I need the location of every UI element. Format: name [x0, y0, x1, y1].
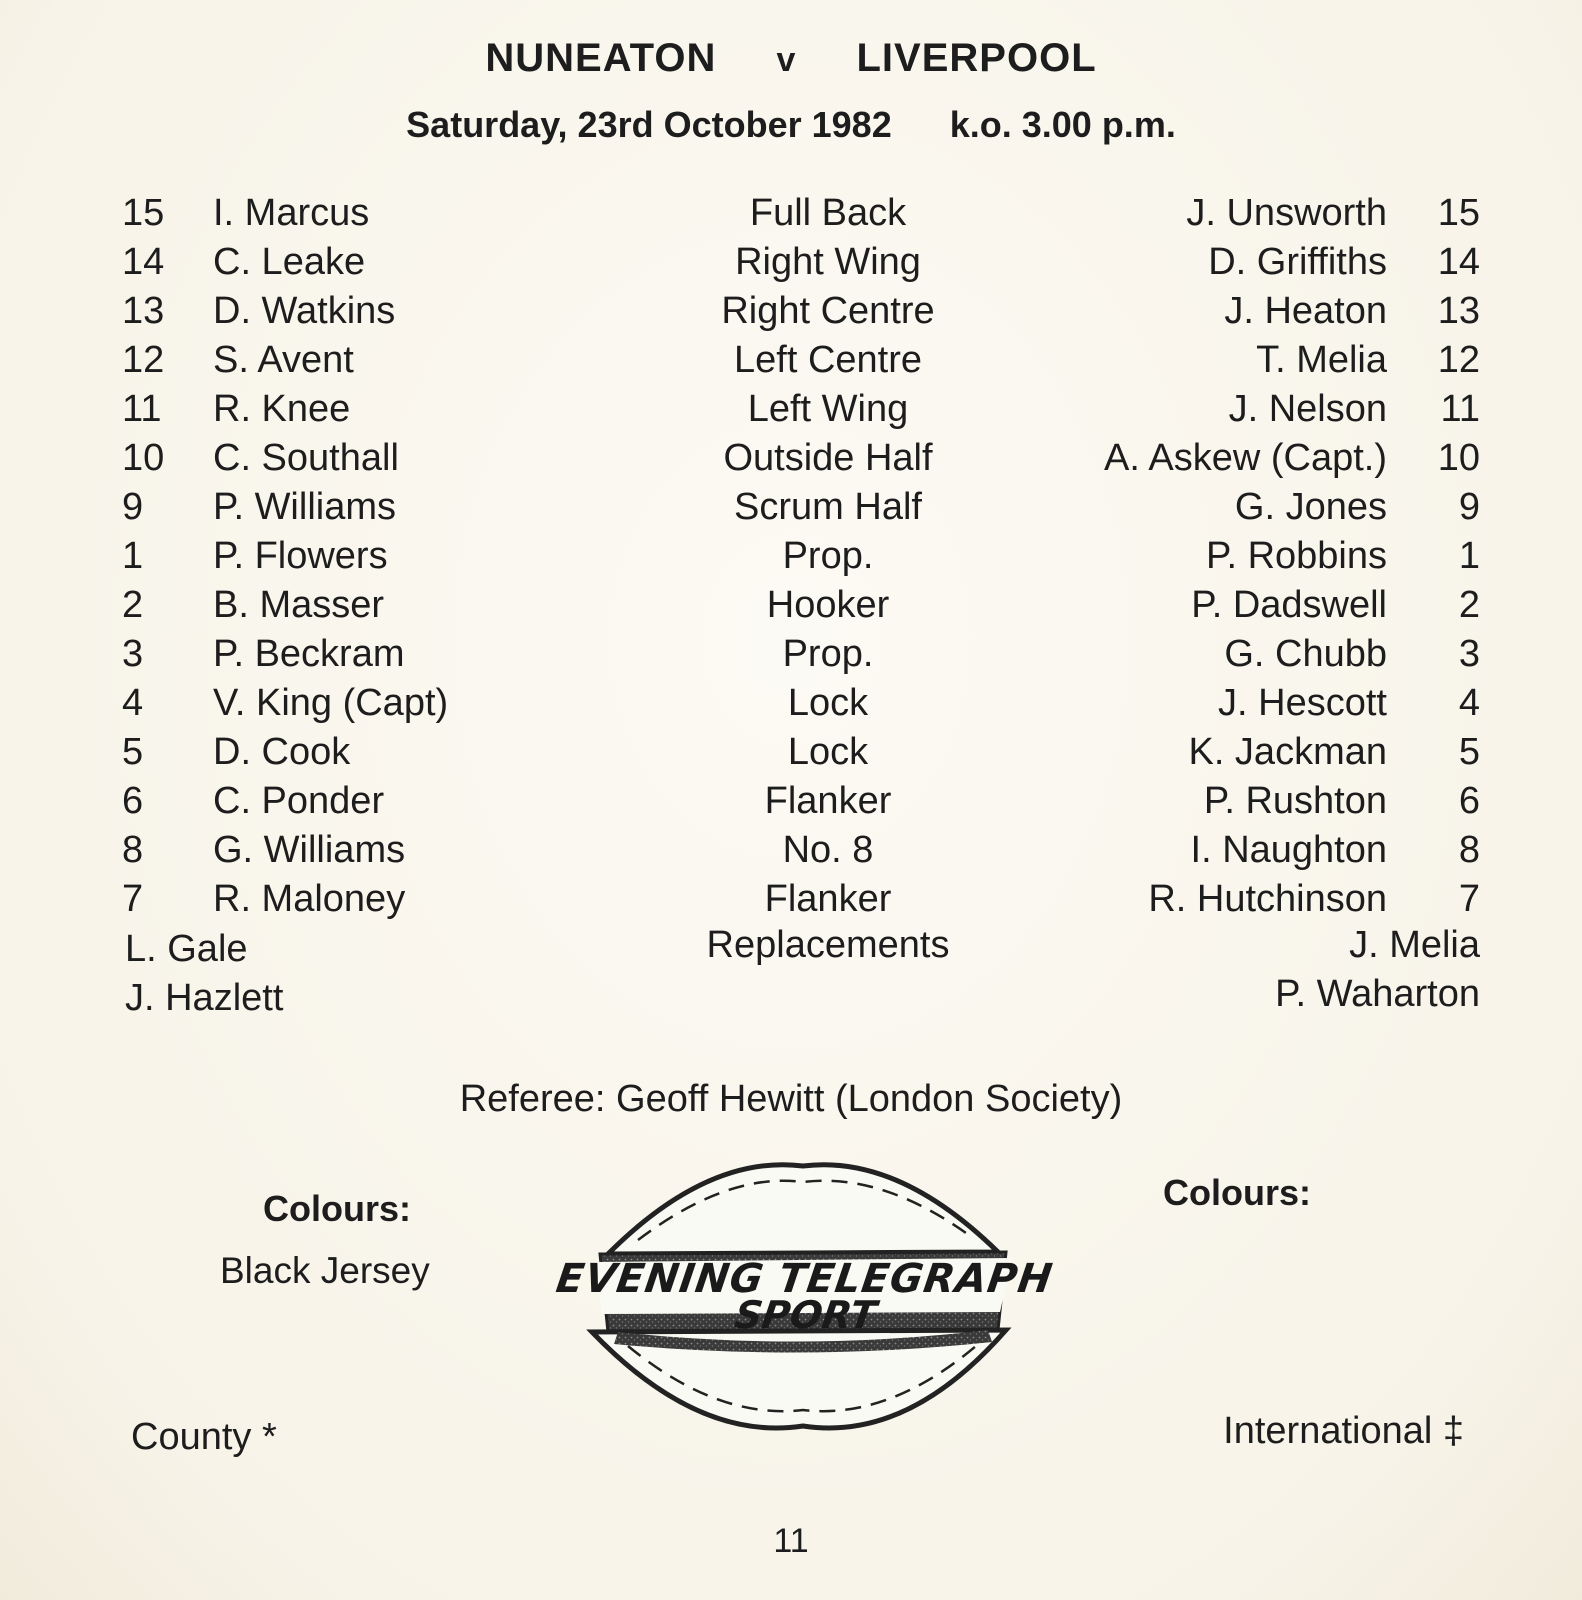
away-shirt-number: 5	[1458, 731, 1480, 773]
home-player-name: C. Southall	[213, 437, 399, 479]
away-shirt-number: 4	[1458, 682, 1480, 724]
home-shirt-number: 1	[122, 535, 144, 577]
home-shirt-number: 14	[122, 241, 165, 283]
away-shirt-number: 8	[1458, 829, 1480, 871]
home-player-name: C. Leake	[213, 241, 366, 283]
lineup-row	[0, 874, 1582, 924]
lineup-row	[0, 825, 1582, 875]
lineup-row	[0, 629, 1582, 679]
away-player-name: T. Melia	[1256, 339, 1387, 381]
away-player-name: J. Hescott	[1218, 682, 1387, 724]
away-player-name: P. Rushton	[1203, 780, 1387, 822]
home-colours-value: Black Jersey	[220, 1250, 430, 1291]
match-title	[0, 36, 1582, 81]
away-player-name: I. Naughton	[1190, 829, 1387, 871]
away-shirt-number: 13	[1437, 290, 1480, 332]
lineup-row	[0, 580, 1582, 630]
away-shirt-number: 12	[1437, 339, 1480, 381]
home-shirt-number: 10	[122, 437, 165, 479]
position-label: Prop.	[782, 535, 874, 577]
international-legend: International ‡	[1223, 1410, 1464, 1452]
position-label: Lock	[787, 731, 869, 773]
lineup-row	[0, 335, 1582, 385]
home-shirt-number: 9	[122, 486, 144, 528]
away-shirt-number: 15	[1437, 192, 1480, 234]
kickoff-time: k.o. 3.00 p.m.	[949, 104, 1176, 145]
away-player-name: J. Unsworth	[1186, 192, 1387, 234]
away-shirt-number: 10	[1437, 437, 1480, 479]
referee-line: Referee: Geoff Hewitt (London Society)	[459, 1078, 1123, 1120]
position-label: Outside Half	[723, 437, 933, 479]
home-player-name: I. Marcus	[213, 192, 370, 234]
home-player-name: P. Beckram	[213, 633, 405, 675]
home-player-name: P. Williams	[213, 486, 396, 528]
position-label: Right Centre	[721, 290, 935, 332]
home-replacement-player: L. Gale	[125, 928, 248, 970]
position-label: Hooker	[766, 584, 890, 626]
home-replacement-player: J. Hazlett	[125, 977, 284, 1019]
away-player-name: P. Dadswell	[1191, 584, 1387, 626]
home-shirt-number: 6	[122, 780, 144, 822]
away-replacement-player: J. Melia	[1349, 924, 1480, 966]
replacements-label: Replacements	[706, 924, 950, 966]
home-player-name: B. Masser	[213, 584, 385, 626]
lineup-row	[0, 237, 1582, 287]
away-shirt-number: 3	[1458, 633, 1480, 675]
match-date-line	[0, 104, 1582, 146]
lineup-row	[0, 678, 1582, 728]
position-label: Left Centre	[734, 339, 922, 381]
home-shirt-number: 2	[122, 584, 144, 626]
evening-telegraph-sport-logo	[553, 1162, 1056, 1430]
logo-line-1: EVENING TELEGRAPH	[553, 1256, 1056, 1302]
away-player-name: K. Jackman	[1188, 731, 1387, 773]
home-player-name: D. Cook	[213, 731, 351, 773]
home-team-name: NUNEATON	[485, 36, 717, 80]
away-player-name: P. Robbins	[1206, 535, 1387, 577]
lineup-row	[0, 286, 1582, 336]
position-label: No. 8	[782, 829, 874, 871]
position-label: Prop.	[782, 633, 874, 675]
home-shirt-number: 4	[122, 682, 144, 724]
away-player-name: A. Askew (Capt.)	[1104, 437, 1387, 479]
home-player-name: R. Knee	[213, 388, 351, 430]
position-label: Lock	[787, 682, 869, 724]
home-player-name: S. Avent	[213, 339, 354, 381]
home-shirt-number: 7	[122, 878, 144, 920]
position-label: Flanker	[764, 878, 892, 920]
home-player-name: R. Maloney	[213, 878, 406, 920]
away-player-name: J. Nelson	[1228, 388, 1387, 430]
lineup-row	[0, 482, 1582, 532]
away-player-name: D. Griffiths	[1208, 241, 1387, 283]
versus-label: v	[776, 41, 797, 79]
lineup-row	[0, 384, 1582, 434]
home-player-name: C. Ponder	[213, 780, 385, 822]
away-shirt-number: 7	[1458, 878, 1480, 920]
away-shirt-number: 11	[1440, 388, 1480, 430]
lineup-row	[0, 433, 1582, 483]
away-colours-label: Colours:	[1163, 1172, 1311, 1213]
lineup-row	[0, 531, 1582, 581]
home-shirt-number: 13	[122, 290, 165, 332]
lineup-row	[0, 188, 1582, 238]
home-shirt-number: 11	[122, 388, 162, 430]
logo-line-2: SPORT	[731, 1294, 879, 1338]
lineup-row	[0, 727, 1582, 777]
position-label: Flanker	[764, 780, 892, 822]
away-player-name: G. Chubb	[1224, 633, 1387, 675]
lineup-row	[0, 776, 1582, 826]
home-player-name: V. King (Capt)	[213, 682, 449, 724]
away-replacement-player: P. Waharton	[1275, 973, 1480, 1015]
away-player-name: R. Hutchinson	[1148, 878, 1387, 920]
page-number: 11	[773, 1522, 809, 1560]
position-label: Scrum Half	[734, 486, 922, 528]
home-shirt-number: 3	[122, 633, 144, 675]
home-shirt-number: 15	[122, 192, 165, 234]
away-shirt-number: 1	[1458, 535, 1480, 577]
county-legend: County *	[131, 1416, 277, 1458]
position-label: Right Wing	[735, 241, 921, 283]
away-shirt-number: 2	[1458, 584, 1480, 626]
away-player-name: J. Heaton	[1224, 290, 1387, 332]
home-player-name: D. Watkins	[213, 290, 396, 332]
home-colours-label: Colours:	[263, 1188, 411, 1229]
home-player-name: G. Williams	[213, 829, 406, 871]
away-shirt-number: 14	[1437, 241, 1480, 283]
away-shirt-number: 6	[1458, 780, 1480, 822]
away-player-name: G. Jones	[1234, 486, 1387, 528]
position-label: Left Wing	[747, 388, 909, 430]
position-label: Full Back	[749, 192, 907, 234]
home-shirt-number: 8	[122, 829, 144, 871]
home-shirt-number: 5	[122, 731, 144, 773]
home-shirt-number: 12	[122, 339, 165, 381]
home-player-name: P. Flowers	[213, 535, 388, 577]
away-team-name: LIVERPOOL	[856, 36, 1097, 80]
away-shirt-number: 9	[1458, 486, 1480, 528]
match-date: Saturday, 23rd October 1982	[406, 104, 892, 145]
